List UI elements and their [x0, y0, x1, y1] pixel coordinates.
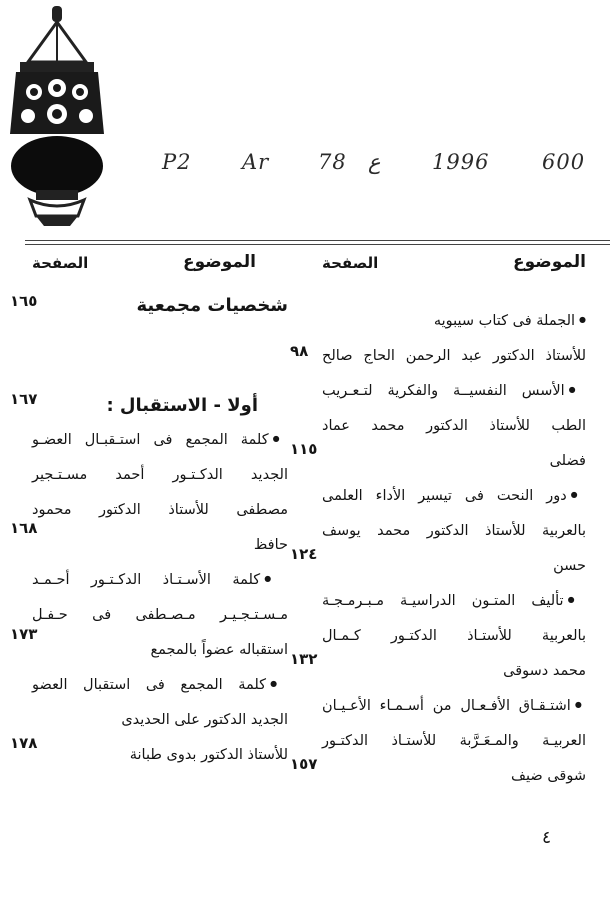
entry-page-number: ١٣٢ — [290, 650, 318, 668]
section-title: شخصيات مجمعية — [136, 295, 288, 316]
entry-page-number: ١٧٣ — [10, 625, 38, 643]
entry-line: للأستاذ الدكتور عبد الرحمن الحاج صالح — [322, 348, 586, 364]
entry-line: فضلى — [549, 453, 586, 469]
entry-line: ● الأسس النفسيــة والفكرية لتـعـريب — [322, 374, 586, 409]
entry-page-number: ١٢٤ — [290, 545, 318, 563]
entry-page-number: ١٧٨ — [10, 734, 38, 752]
entry-line: الجديد الدكـتـور أحمد مسـتـجير — [32, 467, 288, 483]
entry-line: شوقى ضيف — [511, 768, 586, 784]
handwritten-catalog-600: 600 — [542, 150, 586, 174]
toc-entry — [10, 668, 288, 773]
toc-entry — [10, 563, 288, 668]
toc-entry — [290, 374, 586, 479]
entry-line: الجديد الدكتور على الحديدى — [121, 712, 288, 728]
toc-entry — [290, 304, 586, 374]
header-page: الصفحة — [322, 254, 379, 272]
entry-line: مصطفى للأستاذ الدكتور محمود — [32, 502, 288, 518]
handwritten-catalog-year: 1996 — [432, 150, 490, 174]
entry-page-number: ١١٥ — [290, 440, 318, 458]
toc-left-column — [10, 252, 288, 772]
toc-right-column — [290, 252, 586, 784]
entry-line: حسن — [553, 558, 586, 574]
section-heading — [10, 288, 288, 388]
entry-line: بالعربية للأستاذ الدكتور محمد يوسف — [322, 523, 586, 539]
entry-line: الطب للأستاذ الدكتور محمد عماد — [322, 418, 586, 434]
right-column-header — [322, 252, 586, 282]
entry-page-number: ١٥٧ — [290, 755, 318, 773]
toc-entry — [290, 479, 586, 584]
toc-entry — [10, 423, 288, 563]
entry-line: للأستاذ الدكتور بدوى طبانة — [129, 747, 288, 763]
entry-line: ● الجملة فى كتاب سيبويه — [322, 304, 586, 339]
entry-line: محمد دسوقى — [503, 663, 586, 679]
entry-line: ● كلمة المجمع فى استـقبـال العضـو — [32, 423, 288, 458]
subsection-page-number: ١٦٧ — [10, 390, 38, 408]
section-page-number: ١٦٥ — [10, 292, 38, 310]
entry-line: بالعربية للأستـاذ الدكتـور كـمـال — [322, 628, 586, 644]
header-page: الصفحة — [32, 254, 89, 272]
handwritten-catalog-p2: P2 — [162, 150, 192, 174]
entry-line: ● دور النحت فى تيسير الأداء العلمى — [322, 479, 586, 514]
entry-line: ● كلمة المجمع فى استقبال العضو — [32, 668, 288, 703]
entry-line: ● تأليف المتـون الدراسيـة مـبـرمـجـة — [322, 584, 586, 619]
header-topic: الموضوع — [183, 252, 256, 272]
entry-line: ● كلمة الأسـتـاذ الدكـتـور أحـمـد — [32, 563, 288, 598]
entry-line: ● اشتـقـاق الأفـعـال من أسـمـاء الأعـيـان — [322, 689, 586, 724]
entry-page-number: ١٦٨ — [10, 519, 38, 537]
entry-line: استقباله عضواً بالمجمع — [150, 642, 288, 658]
page-number: ٤ — [542, 828, 552, 848]
ornamental-lamp-illustration — [6, 4, 106, 230]
entry-line: حافظ — [253, 537, 288, 553]
subsection-title: أولا - الاستقبال : — [106, 395, 258, 416]
entry-line: العربيـة والمـعَـرَّبة للأستـاذ الدكتـور — [322, 733, 586, 749]
entry-line: مـسـتـجـيـر مـصـطفى فى حـفـل — [32, 607, 288, 623]
handwritten-catalog-ar: Ar — [242, 150, 270, 174]
handwritten-catalog-78: 78 — [318, 150, 347, 174]
entry-page-number: ٩٨ — [290, 342, 309, 360]
top-rule — [25, 240, 610, 241]
header-topic: الموضوع — [513, 252, 586, 272]
handwritten-catalog-ayn: ع — [368, 150, 381, 174]
subsection-heading — [10, 388, 288, 423]
toc-entry — [290, 584, 586, 689]
top-rule-inner — [25, 244, 610, 245]
left-column-header — [32, 252, 288, 282]
toc-entry — [290, 689, 586, 794]
